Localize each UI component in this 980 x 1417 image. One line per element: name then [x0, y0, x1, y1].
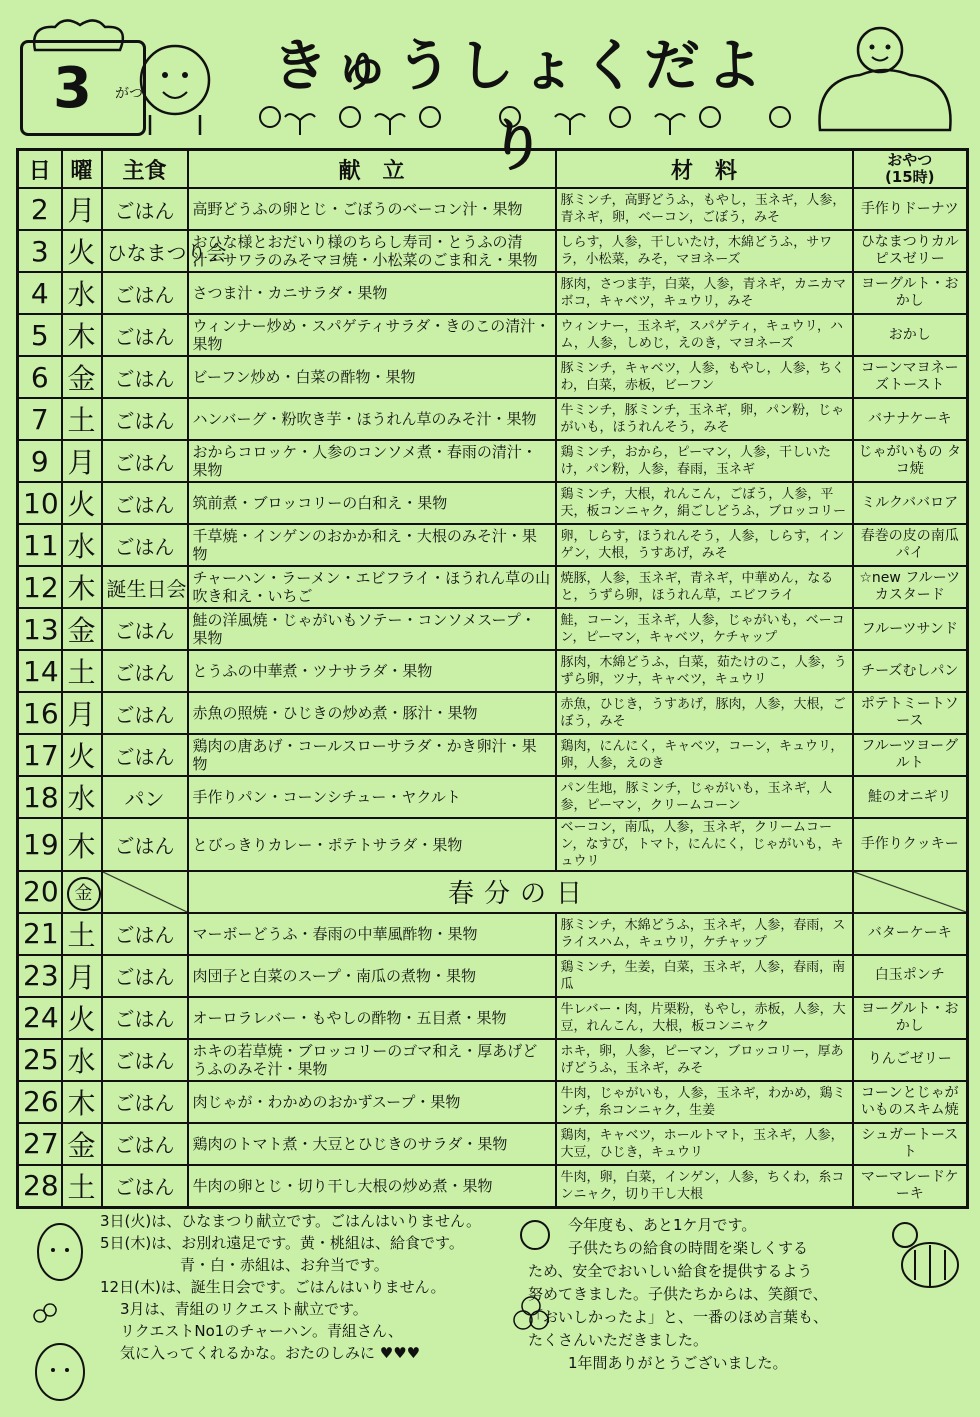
note-line: 5日(木)は、お別れ遠足です。黄・桃組は、給食です。 — [100, 1234, 464, 1252]
ingredients-cell: 鮭，コーン，玉ネギ，人参，じゃがいも，ベーコン，ピーマン，キャベツ，ケチャップ — [556, 608, 853, 650]
weekday-cell: 水 — [62, 1039, 102, 1081]
staple-cell: ごはん — [102, 398, 188, 440]
menu-table — [16, 148, 969, 1209]
ingredients-cell: 鶏ミンチ，大根，れんこん，ごぼう，人参，平天，板コンニャク，絹ごしどうふ，ブロッコリー — [556, 482, 853, 524]
staple-cell: ごはん — [102, 1081, 188, 1123]
menu-cell: 鶏肉の唐あげ・コールスローサラダ・かき卵汁・果物 — [188, 734, 556, 776]
header-snack — [853, 150, 968, 189]
menu-cell: チャーハン・ラーメン・エビフライ・ほうれん草の山吹き和え・いちご — [188, 566, 556, 608]
menu-cell: とびっきりカレー・ポテトサラダ・果物 — [188, 818, 556, 871]
snack-cell: りんごゼリー — [853, 1039, 968, 1081]
header-snack-title: おやつ — [887, 151, 933, 169]
holiday-weekday-mark: 金 — [67, 877, 101, 911]
day-cell: 4 — [18, 272, 62, 314]
weekday-cell: 月 — [62, 692, 102, 734]
staple-cell: ひなまつり会 — [102, 230, 188, 272]
table-row — [18, 1123, 968, 1165]
table-row — [18, 1081, 968, 1123]
snack-cell: ヨーグルト・おかし — [853, 997, 968, 1039]
day-cell: 16 — [18, 692, 62, 734]
ingredients-cell: 赤魚，ひじき，うすあげ，豚肉，人参，大根，ごぼう，みそ — [556, 692, 853, 734]
table-row — [18, 566, 968, 608]
staple-cell: ごはん — [102, 608, 188, 650]
menu-cell: 赤魚の照焼・ひじきの炒め煮・豚汁・果物 — [188, 692, 556, 734]
menu-cell: オーロラレバー・もやしの酢物・五目煮・果物 — [188, 997, 556, 1039]
snack-cell: ポテトミートソース — [853, 692, 968, 734]
notes-left — [100, 1210, 500, 1364]
note-line: 3月は、青組のリクエスト献立です。 — [120, 1300, 368, 1318]
weekday-cell: 水 — [62, 776, 102, 818]
day-cell: 17 — [18, 734, 62, 776]
menu-cell: 鮭の洋風焼・じゃがいもソテー・コンソメスープ・果物 — [188, 608, 556, 650]
menu-cell: ビーフン炒め・白菜の酢物・果物 — [188, 356, 556, 398]
weekday-cell: 火 — [62, 230, 102, 272]
weekday-cell: 月 — [62, 188, 102, 230]
weekday-cell: 木 — [62, 566, 102, 608]
month-number: 3 — [53, 56, 92, 121]
weekday-cell: 水 — [62, 524, 102, 566]
empty-snack-cell — [853, 871, 968, 913]
snack-cell: 鮭のオニギリ — [853, 776, 968, 818]
staple-cell: ごはん — [102, 188, 188, 230]
table-row — [18, 482, 968, 524]
ingredients-cell: 牛レバー・肉，片栗粉，もやし，赤板，人参，大豆，れんこん，大根，板コンニャク — [556, 997, 853, 1039]
day-cell: 21 — [18, 913, 62, 955]
day-cell: 5 — [18, 314, 62, 356]
day-cell: 19 — [18, 818, 62, 871]
table-row — [18, 356, 968, 398]
day-cell: 18 — [18, 776, 62, 818]
ingredients-cell: 鶏肉，にんにく，キャベツ，コーン，キュウリ，卵，人参，えのき — [556, 734, 853, 776]
day-cell: 26 — [18, 1081, 62, 1123]
menu-cell: 手作りパン・コーンシチュー・ヤクルト — [188, 776, 556, 818]
weekday-cell — [62, 871, 102, 913]
staple-cell: ごはん — [102, 314, 188, 356]
weekday-cell: 土 — [62, 650, 102, 692]
menu-cell: 高野どうふの卵とじ・ごぼうのベーコン汁・果物 — [188, 188, 556, 230]
ingredients-cell: 焼豚，人参，玉ネギ，青ネギ，中華めん，なると，うずら卵，ほうれん草，エビフライ — [556, 566, 853, 608]
weekday-cell: 火 — [62, 997, 102, 1039]
menu-table-body — [18, 188, 968, 1207]
snack-cell: コーンマヨネーズトースト — [853, 356, 968, 398]
note-line: たくさんいただきました。 — [528, 1331, 709, 1349]
table-row — [18, 1165, 968, 1208]
snack-cell: バターケーキ — [853, 913, 968, 955]
day-cell: 6 — [18, 356, 62, 398]
staple-cell: パン — [102, 776, 188, 818]
note-line: 努めてきました。子供たちからは、笑顔で、 — [528, 1285, 828, 1303]
chef-hat-icon — [20, 15, 140, 55]
menu-cell: マーボーどうふ・春雨の中華風酢物・果物 — [188, 913, 556, 955]
header-staple: 主食 — [102, 150, 188, 189]
staple-cell: ごはん — [102, 482, 188, 524]
month-suffix: がつ — [115, 86, 143, 102]
header-weekday: 曜 — [62, 150, 102, 189]
ingredients-cell: 鶏ミンチ，おから，ピーマン，人参，干しいたけ，パン粉，人参，春雨，玉ネギ — [556, 440, 853, 482]
weekday-cell: 木 — [62, 818, 102, 871]
weekday-cell: 金 — [62, 1123, 102, 1165]
staple-cell: ごはん — [102, 734, 188, 776]
day-cell: 11 — [18, 524, 62, 566]
table-row — [18, 230, 968, 272]
staple-cell: ごはん — [102, 818, 188, 871]
ingredients-cell: 牛肉，じゃがいも，人参，玉ネギ，わかめ，鶏ミンチ，糸コンニャク，生姜 — [556, 1081, 853, 1123]
note-line: ため、安全でおいしい給食を提供するよう — [528, 1262, 813, 1280]
ingredients-cell: ホキ，卵，人参，ピーマン，ブロッコリー，厚あげどうふ，玉ネギ，みそ — [556, 1039, 853, 1081]
day-cell: 27 — [18, 1123, 62, 1165]
weekday-cell: 土 — [62, 1165, 102, 1208]
weekday-cell: 土 — [62, 398, 102, 440]
staple-cell: ごはん — [102, 524, 188, 566]
table-row — [18, 188, 968, 230]
weekday-cell: 月 — [62, 440, 102, 482]
bee-icon — [880, 1210, 970, 1310]
day-cell: 10 — [18, 482, 62, 524]
snack-cell: マーマレードケーキ — [853, 1165, 968, 1208]
page-title: きゅうしょくだより — [272, 34, 768, 179]
header-ingredients: 材 料 — [556, 150, 853, 189]
menu-cell: ハンバーグ・粉吹き芋・ほうれん草のみそ汁・果物 — [188, 398, 556, 440]
staple-cell: ごはん — [102, 997, 188, 1039]
table-row — [18, 272, 968, 314]
snack-cell: コーンとじゃがいものスキム焼 — [853, 1081, 968, 1123]
day-cell: 7 — [18, 398, 62, 440]
day-cell: 2 — [18, 188, 62, 230]
ingredients-cell: ベーコン，南瓜，人参，玉ネギ，クリームコーン，なすび，トマト，にんにく，じゃがいも，キュウリ — [556, 818, 853, 871]
staple-cell: ごはん — [102, 1123, 188, 1165]
staple-cell: ごはん — [102, 692, 188, 734]
empty-staple-cell — [102, 871, 188, 913]
day-cell: 3 — [18, 230, 62, 272]
menu-cell: ホキの若草焼・ブロッコリーのゴマ和え・厚あげどうふのみそ汁・果物 — [188, 1039, 556, 1081]
header-day: 日 — [18, 150, 62, 189]
note-line: 気に入ってくれるかな。おたのしみに ♥♥♥ — [120, 1344, 421, 1362]
notes-right — [528, 1214, 888, 1375]
table-row — [18, 650, 968, 692]
table-row — [18, 955, 968, 997]
staple-cell: ごはん — [102, 1039, 188, 1081]
menu-cell: とうふの中華煮・ツナサラダ・果物 — [188, 650, 556, 692]
ingredients-cell: しらす，人参，干しいたけ，木綿どうふ，サワラ，小松菜，みそ，マヨネーズ — [556, 230, 853, 272]
snack-cell: フルーツヨーグルト — [853, 734, 968, 776]
ingredients-cell: 豚肉，木綿どうふ，白菜，茹たけのこ，人参，うずら卵，ツナ，キャベツ，キュウリ — [556, 650, 853, 692]
table-row — [18, 1039, 968, 1081]
ingredients-cell: 鶏ミンチ，生姜，白菜，玉ネギ，人参，春雨，南瓜 — [556, 955, 853, 997]
weekday-cell: 土 — [62, 913, 102, 955]
cabbage-character-icon — [810, 20, 960, 140]
staple-cell: ごはん — [102, 650, 188, 692]
snack-cell: シュガートースト — [853, 1123, 968, 1165]
snack-cell: 白玉ポンチ — [853, 955, 968, 997]
note-line: 3日(火)は、ひなまつり献立です。ごはんはいりません。 — [100, 1212, 481, 1230]
ingredients-cell: 豚肉，さつま芋，白菜，人参，青ネギ，カニカマボコ，キャベツ，キュウリ，みそ — [556, 272, 853, 314]
weekday-cell: 金 — [62, 608, 102, 650]
snack-cell: ☆new フルーツカスタード — [853, 566, 968, 608]
menu-cell: 鶏肉のトマト煮・大豆とひじきのサラダ・果物 — [188, 1123, 556, 1165]
note-line: 「おいしかったよ」と、一番のほめ言葉も、 — [528, 1308, 829, 1326]
snack-cell: おかし — [853, 314, 968, 356]
weekday-cell: 木 — [62, 1081, 102, 1123]
note-line: 子供たちの給食の時間を楽しくする — [568, 1239, 809, 1257]
table-row — [18, 997, 968, 1039]
day-cell: 12 — [18, 566, 62, 608]
weekday-cell: 木 — [62, 314, 102, 356]
table-row — [18, 314, 968, 356]
snack-cell: 手作りドーナツ — [853, 188, 968, 230]
weekday-cell: 月 — [62, 955, 102, 997]
staple-cell: ごはん — [102, 356, 188, 398]
weekday-cell: 火 — [62, 734, 102, 776]
table-row — [18, 440, 968, 482]
snack-cell: 手作りクッキー — [853, 818, 968, 871]
snack-cell: じゃがいもの タコ焼 — [853, 440, 968, 482]
snack-cell: 春巻の皮の南瓜パイ — [853, 524, 968, 566]
ingredients-cell: パン生地，豚ミンチ，じゃがいも，玉ネギ，人参，ピーマン，クリームコーン — [556, 776, 853, 818]
day-cell: 28 — [18, 1165, 62, 1208]
weekday-cell: 金 — [62, 356, 102, 398]
menu-cell: さつま汁・カニサラダ・果物 — [188, 272, 556, 314]
snack-cell: ミルクババロア — [853, 482, 968, 524]
day-cell: 14 — [18, 650, 62, 692]
day-cell: 25 — [18, 1039, 62, 1081]
day-cell: 13 — [18, 608, 62, 650]
table-row — [18, 776, 968, 818]
table-row — [18, 524, 968, 566]
weekday-cell: 水 — [62, 272, 102, 314]
header-snack-time: (15時) — [884, 168, 935, 186]
note-line: リクエストNo1のチャーハン。青組さん、 — [120, 1322, 403, 1340]
weekday-cell: 火 — [62, 482, 102, 524]
ingredients-cell: 卵，しらす，ほうれんそう，人参，しらす，インゲン，大根，うすあげ，みそ — [556, 524, 853, 566]
table-row — [18, 692, 968, 734]
staple-cell: ごはん — [102, 913, 188, 955]
snack-cell: フルーツサンド — [853, 608, 968, 650]
menu-cell: おからコロッケ・人参のコンソメ煮・春雨の清汁・果物 — [188, 440, 556, 482]
staple-cell: ごはん — [102, 955, 188, 997]
day-cell: 24 — [18, 997, 62, 1039]
ingredients-cell: 牛肉，卵，白菜，インゲン，人参，ちくわ，糸コンニャク，切り干し大根 — [556, 1165, 853, 1208]
note-line: 青・白・赤組は、お弁当です。 — [180, 1256, 389, 1274]
table-row — [18, 734, 968, 776]
menu-cell: 千草焼・インゲンのおかか和え・大根のみそ汁・果物 — [188, 524, 556, 566]
ingredients-cell: 豚ミンチ，キャベツ，人参，もやし，人参，ちくわ，白菜，赤板，ビーフン — [556, 356, 853, 398]
day-cell: 23 — [18, 955, 62, 997]
menu-cell: 牛肉の卵とじ・切り干し大根の炒め煮・果物 — [188, 1165, 556, 1208]
table-row — [18, 818, 968, 871]
menu-cell: おひな様とおだいり様のちらし寿司・とうふの清汁・サワラのみそマヨ焼・小松菜のごま和え・果物 — [188, 230, 556, 272]
holiday-label: 春分の日 — [188, 871, 853, 913]
ingredients-cell: ウィンナー，玉ネギ，スパゲティ，キュウリ，ハム，人参，しめじ，えのき，マヨネーズ — [556, 314, 853, 356]
day-cell: 9 — [18, 440, 62, 482]
menu-cell: 筑前煮・ブロッコリーの白和え・果物 — [188, 482, 556, 524]
staple-cell: ごはん — [102, 272, 188, 314]
menu-cell: 肉じゃが・わかめのおかずスープ・果物 — [188, 1081, 556, 1123]
table-row — [18, 871, 968, 913]
staple-cell: ごはん — [102, 1165, 188, 1208]
sprouts-decoration-icon — [240, 95, 800, 140]
menu-cell: ウィンナー炒め・スパゲティサラダ・きのこの清汁・果物 — [188, 314, 556, 356]
character-illustration-icon — [130, 30, 220, 140]
header-menu: 献 立 — [188, 150, 556, 189]
snack-cell: ヨーグルト・おかし — [853, 272, 968, 314]
ingredients-cell: 牛ミンチ，豚ミンチ，玉ネギ，卵，パン粉，じゃがいも，ほうれんそう，みそ — [556, 398, 853, 440]
note-line: 1年間ありがとうございました。 — [568, 1354, 788, 1372]
snack-cell: ひなまつりカルピスゼリー — [853, 230, 968, 272]
snack-cell: チーズむしパン — [853, 650, 968, 692]
table-row — [18, 398, 968, 440]
menu-cell: 肉団子と白菜のスープ・南瓜の煮物・果物 — [188, 955, 556, 997]
note-line: 今年度も、あと1ケ月です。 — [568, 1216, 757, 1234]
note-line: 12日(木)は、誕生日会です。ごはんはいりません。 — [100, 1278, 446, 1296]
staple-cell: 誕生日会 — [102, 566, 188, 608]
day-cell: 20 — [18, 871, 62, 913]
staple-cell: ごはん — [102, 440, 188, 482]
table-row — [18, 913, 968, 955]
snack-cell: バナナケーキ — [853, 398, 968, 440]
table-row — [18, 608, 968, 650]
ingredients-cell: 豚ミンチ，高野どうふ，もやし，玉ネギ，人参，青ネギ，卵，ベーコン，ごぼう，みそ — [556, 188, 853, 230]
ingredients-cell: 鶏肉，キャベツ，ホールトマト，玉ネギ，人参，大豆，ひじき，キュウリ — [556, 1123, 853, 1165]
ingredients-cell: 豚ミンチ，木綿どうふ，玉ネギ，人参，春雨，スライスハム，キュウリ，ケチャップ — [556, 913, 853, 955]
egg-characters-icon — [20, 1212, 100, 1412]
